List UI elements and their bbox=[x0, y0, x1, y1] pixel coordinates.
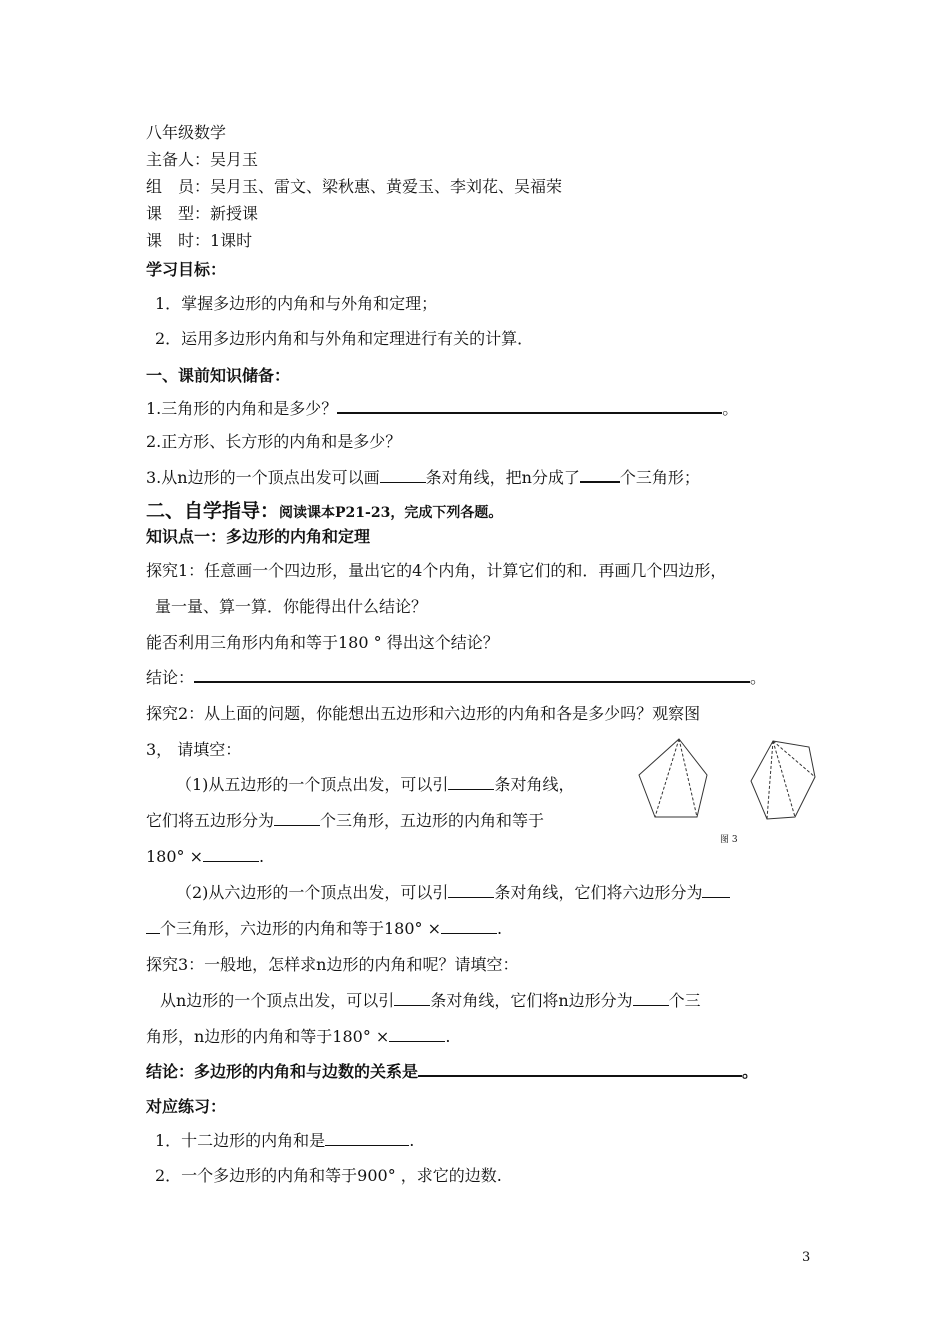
pentagon-line-3 bbox=[146, 846, 264, 868]
answer-blank bbox=[702, 883, 730, 898]
explore3-line: 探究3：一般地，怎样求n边形的内角和呢？请填空： bbox=[146, 955, 519, 974]
practice-item-2: 2．一个多边形的内角和等于900° ，求它的边数. bbox=[155, 1166, 502, 1185]
explore2-line-a: 探究2：从上面的问题，你能想出五边形和六边形的内角和各是多少吗？观察图 bbox=[146, 704, 701, 723]
answer-blank bbox=[441, 919, 497, 934]
pentagon-text-a: （1)从五边形的一个顶点出发，可以引 bbox=[176, 775, 449, 794]
answer-blank bbox=[146, 919, 160, 934]
explore1-line-b: 量一量、算一算．你能得出什么结论？ bbox=[155, 597, 428, 616]
pentagon-text-c: 它们将五边形分为 bbox=[146, 811, 275, 830]
hexagon-text-c: 个三角形，六边形的内角和等于180° × bbox=[160, 919, 442, 938]
ngon-line-1 bbox=[160, 990, 701, 1012]
objective-item-2: 2．运用多边形内角和与外角和定理进行有关的计算． bbox=[155, 329, 534, 348]
final-conclusion-end: 。 bbox=[742, 1062, 759, 1081]
ngon-text-e: . bbox=[445, 1027, 451, 1046]
hexagon-shape bbox=[751, 741, 815, 819]
members-line: 组 员：吴月玉、雷文、梁秋惠、黄爱玉、李刘花、吴福荣 bbox=[146, 177, 563, 196]
question-1-end: 。 bbox=[722, 399, 739, 418]
hexagon-line-1 bbox=[176, 882, 730, 904]
pentagon-text-b: 条对角线， bbox=[494, 775, 575, 794]
knowledge-point-1: 知识点一：多边形的内角和定理 bbox=[146, 527, 371, 546]
pentagon-text-d: 个三角形，五边形的内角和等于 bbox=[320, 811, 545, 830]
conclusion-end: 。 bbox=[750, 668, 767, 687]
ngon-text-b: 条对角线，它们将n边形分为 bbox=[430, 991, 633, 1010]
conclusion-label: 结论： bbox=[146, 668, 195, 687]
answer-blank bbox=[194, 667, 750, 683]
section2-heading: 二、自学指导： bbox=[146, 500, 280, 522]
practice-heading: 对应练习： bbox=[146, 1097, 227, 1116]
final-conclusion-line bbox=[146, 1061, 758, 1083]
hexagon-text-d: . bbox=[497, 919, 503, 938]
ngon-text-d: 角形，n边形的内角和等于180° × bbox=[146, 1027, 390, 1046]
section1-heading: 一、课前知识储备： bbox=[146, 366, 291, 385]
ngon-text-a: 从n边形的一个顶点出发，可以引 bbox=[160, 991, 395, 1010]
ngon-text-c: 个三 bbox=[668, 991, 701, 1010]
question-3-part-b: 条对角线，把n分成了 bbox=[425, 468, 580, 487]
practice-1-end: . bbox=[409, 1131, 415, 1150]
answer-blank bbox=[448, 883, 494, 898]
hexagon-text-a: （2)从六边形的一个顶点出发，可以引 bbox=[176, 883, 449, 902]
section1-question-1 bbox=[146, 398, 738, 420]
final-conclusion-text: 结论：多边形的内角和与边数的关系是 bbox=[146, 1062, 419, 1081]
pentagon-text-f: . bbox=[259, 847, 265, 866]
section1-question-3 bbox=[146, 467, 700, 489]
answer-blank bbox=[274, 811, 320, 826]
page-number: 3 bbox=[802, 1250, 811, 1265]
practice-1-text: 1．十二边形的内角和是 bbox=[155, 1131, 326, 1150]
conclusion-line bbox=[146, 667, 766, 689]
answer-blank bbox=[633, 991, 669, 1006]
section2-instruction: 阅读课本P21-23，完成下列各题。 bbox=[279, 505, 503, 521]
question-3-part-a: 3.从n边形的一个顶点出发可以画 bbox=[146, 468, 380, 487]
pentagon-line-2 bbox=[146, 810, 544, 832]
answer-blank bbox=[337, 398, 722, 414]
lead-teacher-line: 主备人：吴月玉 bbox=[146, 150, 259, 169]
explore2-line-b: 3， 请填空： bbox=[146, 740, 242, 759]
explore1-line-a: 探究1：任意画一个四边形，量出它的4个内角，计算它们的和．再画几个四边形， bbox=[146, 561, 727, 580]
question-3-part-c: 个三角形； bbox=[619, 468, 700, 487]
hexagon-text-b: 条对角线，它们将六边形分为 bbox=[494, 883, 703, 902]
question-1-text: 1.三角形的内角和是多少？ bbox=[146, 399, 338, 418]
answer-blank bbox=[203, 847, 259, 862]
objective-item-1: 1．掌握多边形的内角和与外角和定理； bbox=[155, 294, 438, 313]
answer-blank bbox=[389, 1027, 445, 1042]
answer-blank bbox=[418, 1061, 742, 1077]
pentagon-text-e: 180° × bbox=[146, 847, 204, 866]
subject-line: 八年级数学 bbox=[146, 123, 227, 142]
explore1-line-c: 能否利用三角形内角和等于180 ° 得出这个结论？ bbox=[146, 633, 499, 652]
answer-blank bbox=[380, 468, 426, 483]
answer-blank bbox=[580, 467, 620, 483]
answer-blank bbox=[325, 1131, 409, 1146]
section2-heading-line bbox=[146, 500, 502, 524]
objectives-heading: 学习目标： bbox=[146, 260, 227, 279]
section1-question-2: 2.正方形、长方形的内角和是多少？ bbox=[146, 432, 402, 451]
answer-blank bbox=[394, 991, 430, 1006]
pentagon-shape bbox=[639, 739, 707, 817]
ngon-line-2 bbox=[146, 1026, 450, 1048]
pentagon-line-1 bbox=[176, 774, 574, 796]
lesson-period-line: 课 时：1课时 bbox=[146, 231, 253, 250]
practice-item-1 bbox=[155, 1130, 414, 1152]
answer-blank bbox=[448, 775, 494, 790]
hexagon-line-2 bbox=[146, 918, 502, 940]
figure-caption: 图 3 bbox=[720, 835, 738, 845]
lesson-type-line: 课 型：新授课 bbox=[146, 204, 259, 223]
